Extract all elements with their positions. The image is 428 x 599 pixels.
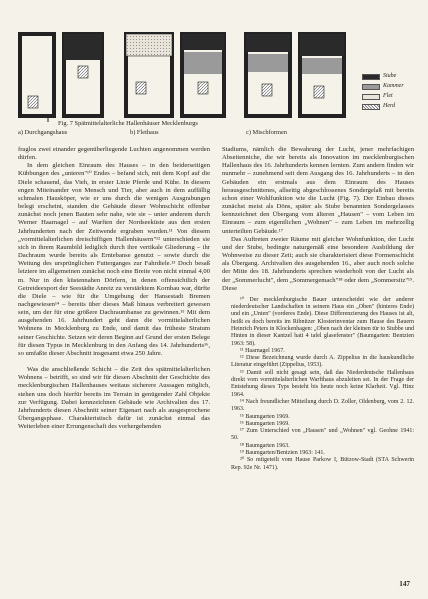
caption-c: c) Mischformen	[246, 129, 287, 136]
footnote: ¹⁶ Baumgarten 1969.	[240, 420, 290, 427]
legend-swatch-flet	[362, 94, 380, 100]
legend-label-stube: Stube	[383, 73, 397, 79]
plan-c-mischformen	[246, 34, 344, 116]
legend-label-flet: Flet	[383, 93, 393, 99]
plan-a-durchgangshaus	[20, 34, 102, 122]
right-text-column	[222, 146, 414, 472]
legend-label-kammer: Kammer	[383, 83, 404, 89]
footnote: ¹⁵ Baumgarten 1969.	[240, 413, 290, 420]
footnotes	[222, 297, 414, 472]
floor-plan-figure	[18, 26, 414, 166]
paragraph: Stadiums, nämlich die Bewahrung der Lucht, jener mehrfachigen Abseitenniche, die wir bereits als Innovation im mecklenburgischen Hallenhaus des 16. Jahrhunderts kennen lernten. Zum andern finden wir nunmehr – zunehmend seit dem Ausgang des 16. Jahrhunderts – in den Gebäuden ein erstmals aus dem Einraum des Hauses herausgeschnittenes, allseitig abgeschlossenes Sondergelaß mit bereits schon einer Wohlfunktion wie die Lucht (Fig. 7). Der Einbau dieses zunächst meist als Döns, später als Stube benannten Sondergelasses kennzeichnet den Übergang vom älteren „Hausen" – vom Leben im Einraum – zum eigentlichen „Wohnen" – zum Leben im mehrzellig unterteilten Gebäude.¹⁷	[222, 146, 414, 235]
left-text-column	[18, 146, 210, 431]
figure-caption: Fig. 7 Spätmittelalterliche Hallenhäuser Mecklenburgs	[58, 120, 198, 127]
plan-b-flethaus	[126, 34, 224, 116]
legend-label-herd: Herd	[383, 103, 396, 109]
footnote: ¹⁴ Nach freundlicher Mitteilung durch D. Zoller, Oldenburg, vom 2. 12. 1963.	[231, 398, 414, 413]
legend-swatch-herd	[362, 104, 380, 110]
legend-swatch-stube	[362, 74, 380, 80]
paragraph: Was die anschließende Schicht – die Zeit des spätmittelalterlichen Wohnens – betrifft, so sind wir für diesen Abschnitt der Geschichte des mecklenburgischen Hallenhauses weitaus sicherere Aussagen möglich, stehen uns doch hierfür bereits im Terrain in genügender Zahl Objekte zur Verfügung. Dabei kennzeichnen Gebäude wie Archivalien des 17. Jahrhunderts diesen Abschnitt seiner Eigenart nach als ausgesprochene Übergangsphase. Charakteristisch dafür ist zunächst einmal das Weiterleben einer Errungenschaft des vorhergehenden	[18, 366, 210, 431]
footnote: ¹⁰ Der mecklenburgische Bauer unterscheidet wie der anderer niederdeutscher Landschaften in seinem Haus ein „Oben" (hinteres Ende) und ein „Unten" (vorderes Ende). Diese Differenzierung des Hauses ist alt, heißt es doch bereits im Ribnitzer Klosterinventar zum Hause des Bauern Heinrich Peters in Klockenhagen: „Oben nach der kleinen tür to Stubbe und Hinten in dieser Kantzel hatt 4 tafel glasefenster" (Baumgarten: Bentzien 1963: 58).	[231, 296, 414, 347]
paragraph: In dem gleichen Einraum des Hauses – in den beiderseitigen Kübbungen des „unteren"¹⁰ Endes – befand sich, mit dem Kopf auf die Diele schauend, das Vieh, in erster Linie Pferde und Kühe. In diesem engen Miteinander von Mensch und Tier, aber auch in dem auffällig schmalen Hausköper, wie er uns durch die wenigen Ausgrabungen belegt erscheint, standen die Gebäude dieser Wohnschicht offenbar zunächst noch jenen Bauten sehr nahe, wie sie – unter anderem durch Werner Haarnagel – auf Warften der Nordseeküste aus den ersten Jahrhunderten nach der Zeitwende ergraben wurden.¹¹ Von diesem „vormittelalterlichen dreischiffigen Hallenhäusern"¹² unterschieden sie sich in ihrem Raumbild lediglich durch ihre vertikale Gliederung – ihr Dachraum wurde bereits als Erntebanse genutzt – sowie durch die Weitung des ursprünglichen Futterganges zur Fahrdiele.¹³ Doch besaß letztere im allgemeinen zunächst noch eine Breite von nicht einmal 4,00 m. Nur in den küstennahen Dörfern, in denen offensichtlich der Getreideexport der Seestädte Anreiz zu verstärktem Kornbau war, dürfte die Diele – wie für die Umgebung der Hansestadt Bremen nachgewiesen¹⁴ – bereits über dieses Maß hinaus verbreitert gewesen sein, um der für eine größere Dachraumbanse zu gewinnen.¹⁵ Mit dem ausgehenden 16. Jahrhundert geht dann die vormittelalterlichen Wohnens in Mecklenburg zu Ende, und damit das früheste Stratum seiner Geschichte. Setzen wir deren Beginn auf Grund der ersten Belege für diesen Typus in Mecklenburg in den Anfang des 14. Jahrhunderts¹⁶, so umfaßte dieser Abschnitt insgesamt etwa 250 Jahre.	[18, 162, 210, 357]
footnote: ¹⁸ Baumgarten 1963.	[240, 442, 290, 449]
footnote: ²⁰ So mitgeteilt vom Hause Parkow I, Bützow-Stadt (STA Schwerin Rep. 92e Nr. 1471).	[231, 457, 414, 471]
caption-b: b) Flethaus	[130, 129, 159, 136]
legend-swatch-kammer	[362, 84, 380, 90]
paragraph: Das Auftreten zweier Räume mit gleicher Wohnfunktion, der Lucht und der Stube, bedingte naturgemäß eine besondere Ausbildung der Wohnweise zu dieser Zeit; auch sie charakterisiert diese Formenschicht als Übergang. Archivalien des ausgehenden 16., aber auch noch solche der Mitte des 18. Jahrhunderts sprechen wiederholt von der Lucht als der „Sommerlucht", dem „Sommergemach"¹⁸ oder dem „Sommersitz"¹⁹. Diese	[222, 235, 414, 292]
footnote: ¹⁹ Baumgarten/Bentzien 1963: 141.	[240, 450, 325, 457]
caption-a: a) Durchgangshaus	[18, 129, 68, 136]
footnote: ¹⁷ Zum Unterschied von „Hausen" und „Wohnen" vgl. Geohne 1941: 50.	[231, 428, 414, 442]
paragraph: fraglos zwei einander gegenüberliegende Luchten angenommen werden dürfen.	[18, 146, 210, 162]
page-number: 147	[399, 580, 410, 588]
footnote: ¹¹ Haarnagel 1967.	[240, 347, 285, 354]
footnote: ¹³ Damit soll nicht gesagt sein, daß das Niederdeutsche Hallenhaus direkt vom vormittelalterlichen Warfthaus abzuleiten sei. In der Frage der Entstehung dieses Typs besteht bis heute noch keine Klarheit. Vgl. Hinz 1964.	[231, 369, 414, 398]
footnote: ¹² Diese Bezeichnung wurde durch A. Zippelius in die hauskundliche Literatur eingeführt (Zippelius, 1953).	[231, 355, 414, 369]
